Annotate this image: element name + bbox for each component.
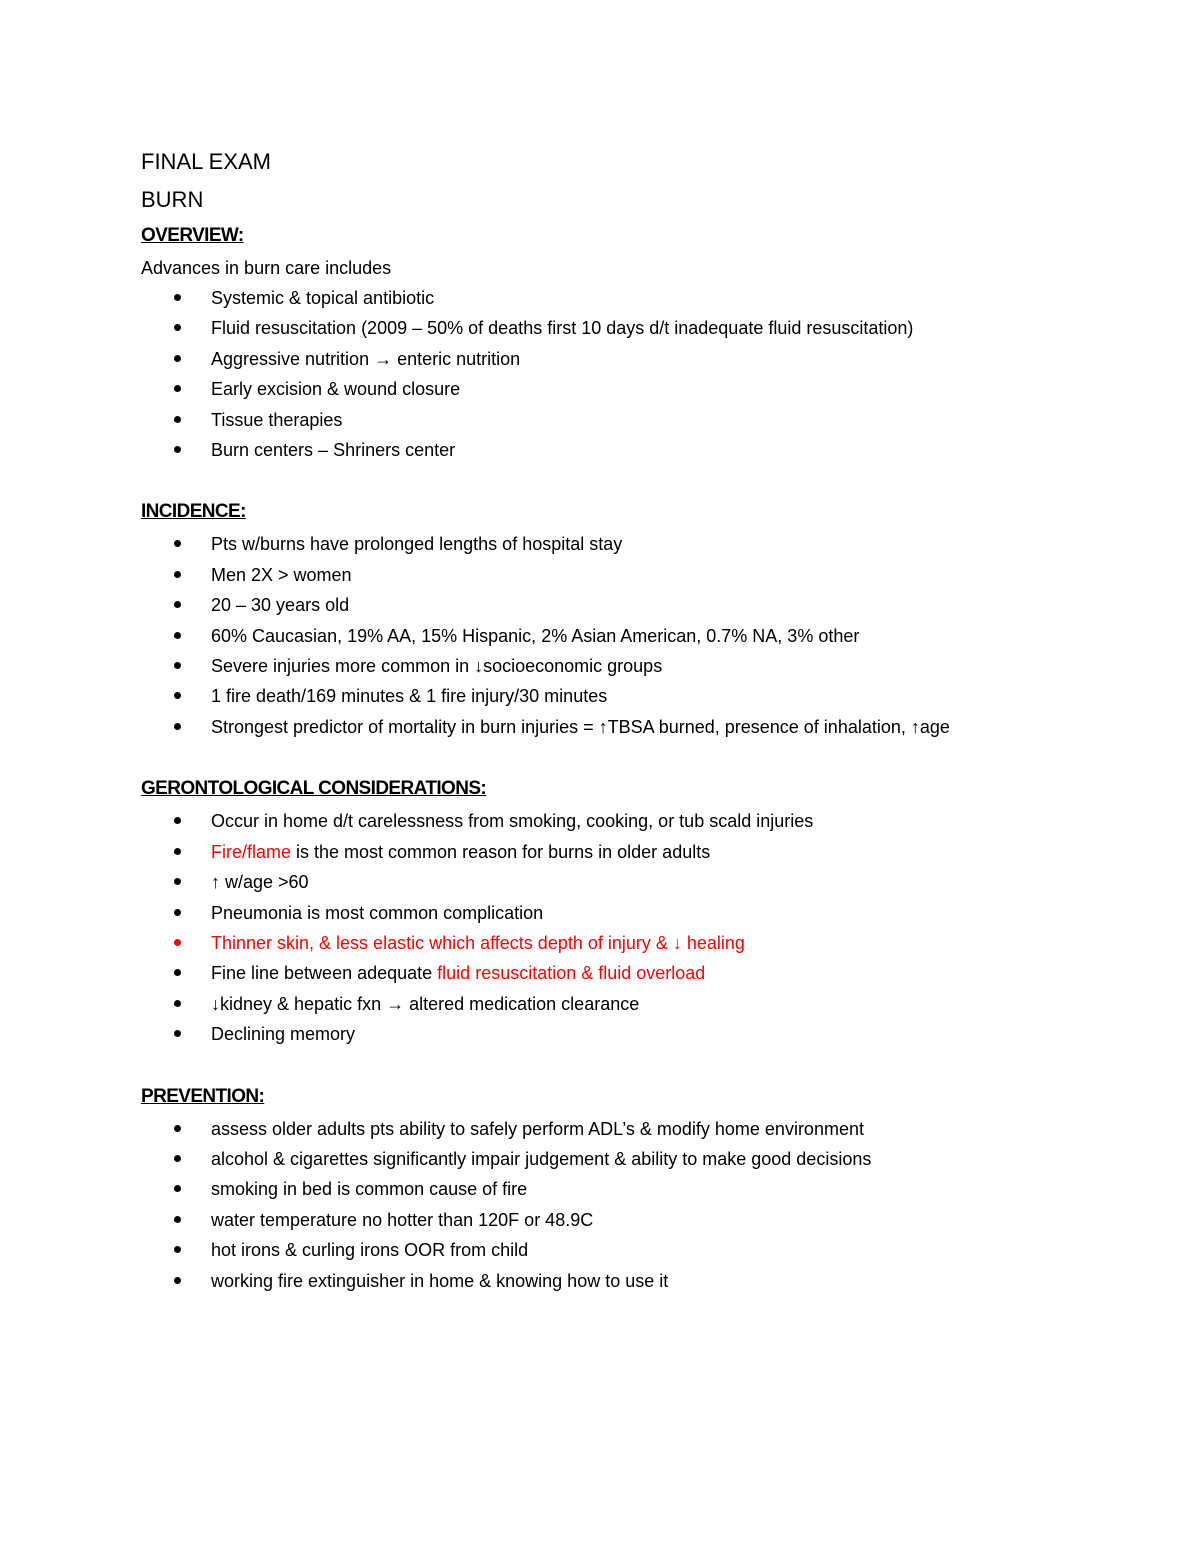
list-item (141, 928, 1101, 958)
bullet-icon (174, 1125, 181, 1132)
highlighted-text: Thinner skin, & less elastic which affects depth of injury & ↓ healing (211, 932, 745, 953)
list-item: hot irons & curling irons OOR from child (141, 1235, 1101, 1265)
section-spacer (141, 465, 1101, 495)
list-item: Men 2X > women (141, 560, 1101, 590)
gerontological-list (141, 806, 1101, 1049)
bullet-icon (174, 632, 181, 639)
list-item: working fire extinguisher in home & knowing how to use it (141, 1266, 1101, 1296)
document-title: FINAL EXAM (141, 149, 271, 174)
bullet-icon (174, 571, 181, 578)
gerontological-heading: GERONTOLOGICAL CONSIDERATIONS: (141, 778, 487, 800)
bullet-icon (174, 909, 181, 916)
bullet-icon (174, 723, 181, 730)
list-item: Declining memory (141, 1019, 1101, 1049)
list-item: water temperature no hotter than 120F or 48.9C (141, 1205, 1101, 1235)
bullet-icon (174, 294, 181, 301)
bullet-icon (174, 446, 181, 453)
list-item: Systemic & topical antibiotic (141, 283, 1101, 313)
list-item: smoking in bed is common cause of fire (141, 1174, 1101, 1204)
list-item: alcohol & cigarettes significantly impair judgement & ability to make good decisions (141, 1144, 1101, 1174)
bullet-icon (174, 939, 181, 946)
list-item: 1 fire death/169 minutes & 1 fire injury/30 minutes (141, 681, 1101, 711)
overview-list (141, 283, 1101, 465)
document-subtitle: BURN (141, 187, 204, 212)
list-item: 20 – 30 years old (141, 590, 1101, 620)
highlighted-text: Fire/flame (211, 841, 292, 862)
list-item: Aggressive nutrition → enteric nutrition (141, 344, 1101, 374)
overview-heading: OVERVIEW: (141, 225, 244, 246)
bullet-icon (174, 817, 181, 824)
list-item: 60% Caucasian, 19% AA, 15% Hispanic, 2% Asian American, 0.7% NA, 3% other (141, 621, 1101, 651)
incidence-heading: INCIDENCE: (141, 501, 246, 523)
bullet-icon (174, 1246, 181, 1253)
bullet-icon (174, 324, 181, 331)
bullet-icon (174, 848, 181, 855)
list-item: Early excision & wound closure (141, 374, 1101, 404)
list-item: Severe injuries more common in ↓socioeconomic groups (141, 651, 1101, 681)
prevention-section (141, 1080, 1101, 1296)
incidence-list (141, 529, 1101, 742)
list-item: Tissue therapies (141, 405, 1101, 435)
section-spacer (141, 1050, 1101, 1080)
list-item: Pts w/burns have prolonged lengths of hospital stay (141, 529, 1101, 559)
overview-section (141, 219, 1101, 465)
bullet-icon (174, 1155, 181, 1162)
list-item: Occur in home d/t carelessness from smoking, cooking, or tub scald injuries (141, 806, 1101, 836)
bullet-icon (174, 385, 181, 392)
list-item: Fluid resuscitation (2009 – 50% of deaths first 10 days d/t inadequate fluid resuscitation) (141, 313, 1101, 343)
list-item: Fire/flame is the most common reason for burns in older adults (141, 837, 1101, 867)
list-item: Strongest predictor of mortality in burn injuries = ↑TBSA burned, presence of inhalation, ↑age (141, 712, 1101, 742)
prevention-list (141, 1114, 1101, 1296)
bullet-icon (174, 1185, 181, 1192)
list-item: assess older adults pts ability to safely perform ADL’s & modify home environment (141, 1114, 1101, 1144)
list-item: ↑ w/age >60 (141, 867, 1101, 897)
bullet-icon (174, 355, 181, 362)
highlighted-text: fluid resuscitation & fluid overload (437, 963, 706, 984)
section-spacer (141, 742, 1101, 772)
bullet-icon (174, 878, 181, 885)
document-content (141, 143, 1101, 1296)
incidence-section (141, 495, 1101, 742)
list-item: ↓kidney & hepatic fxn → altered medication clearance (141, 989, 1101, 1019)
list-item: Fine line between adequate fluid resuscitation & fluid overload (141, 958, 1101, 988)
bullet-icon (174, 662, 181, 669)
bullet-icon (174, 692, 181, 699)
overview-intro: Advances in burn care includes (141, 258, 392, 278)
bullet-icon (174, 1277, 181, 1284)
list-item: Pneumonia is most common complication (141, 898, 1101, 928)
bullet-icon (174, 969, 181, 976)
bullet-icon (174, 1216, 181, 1223)
list-item: Burn centers – Shriners center (141, 435, 1101, 465)
prevention-heading: PREVENTION: (141, 1085, 265, 1107)
bullet-icon (174, 1030, 181, 1037)
bullet-icon (174, 416, 181, 423)
bullet-icon (174, 540, 181, 547)
gerontological-section (141, 772, 1101, 1049)
bullet-icon (174, 601, 181, 608)
bullet-icon (174, 1000, 181, 1007)
